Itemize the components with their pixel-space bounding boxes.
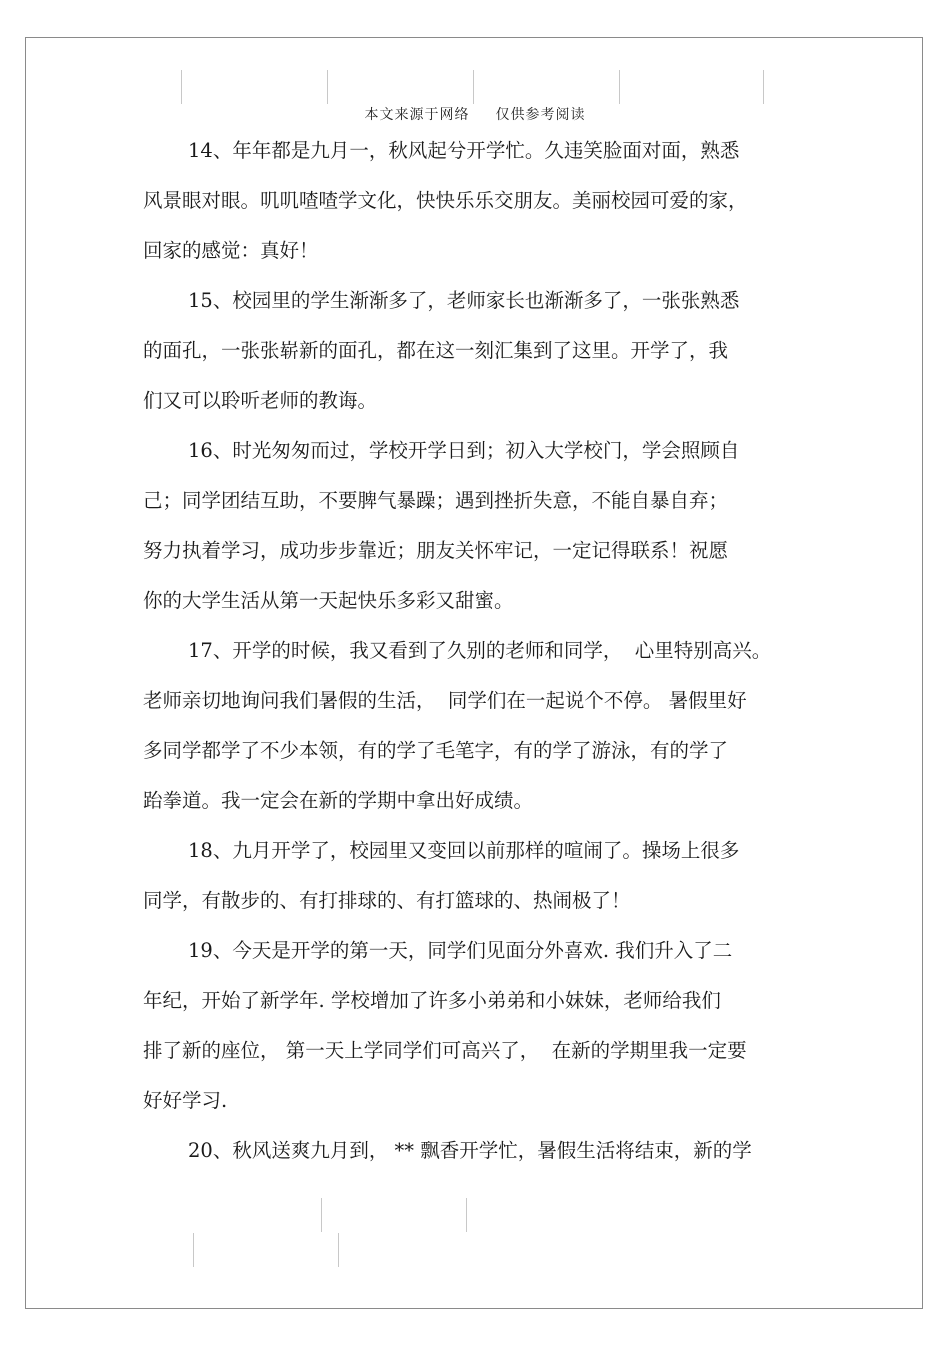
paragraph-16-line-2: 己；同学团结互助，不要脾气暴躁；遇到挫折失意，不能自暴自弃； [143, 489, 729, 512]
source-note: 本文来源于网络 [364, 107, 470, 123]
paragraph-17-line-2: 老师亲切地询问我们暑假的生活， 同学们在一起说个不停。 暑假里好 [143, 689, 747, 712]
paragraph-19-line-3: 排了新的座位， 第一天上学同学们可高兴了， 在新的学期里我一定要 [143, 1039, 747, 1062]
paragraph-15-line-2: 的面孔，一张张崭新的面孔，都在这一刻汇集到了这里。开学了，我 [143, 339, 729, 362]
paragraph-15-line-3: 们又可以聆听老师的教诲。 [143, 389, 378, 412]
paragraph-16-line-4: 你的大学生活从第一天起快乐多彩又甜蜜。 [143, 589, 514, 612]
paragraph-19-line-4: 好好学习. [143, 1089, 228, 1112]
bottom-tick-mark [193, 1233, 194, 1267]
paragraph-17-line-3: 多同学都学了不少本领，有的学了毛笔字，有的学了游泳，有的学了 [143, 739, 729, 762]
paragraph-18-line-2: 同学，有散步的、有打排球的、有打篮球的、热闹极了！ [143, 889, 631, 912]
paragraph-14-line-2: 风景眼对眼。叽叽喳喳学文化，快快乐乐交朋友。美丽校园可爱的家， [143, 189, 748, 212]
top-tick-mark [473, 70, 474, 104]
top-tick-mark [619, 70, 620, 104]
reference-note: 仅供参考阅读 [495, 107, 586, 123]
paragraph-14-line-3: 回家的感觉：真好！ [143, 239, 319, 262]
page-border [25, 37, 923, 1309]
paragraph-18-line-1: 18、九月开学了，校园里又变回以前那样的喧闹了。操场上很多 [188, 839, 740, 862]
paragraph-19-line-1: 19、今天是开学的第一天，同学们见面分外喜欢. 我们升入了二 [188, 939, 733, 962]
paragraph-19-line-2: 年纪，开始了新学年. 学校增加了许多小弟弟和小妹妹，老师给我们 [143, 989, 721, 1012]
bottom-tick-mark [321, 1198, 322, 1232]
paragraph-16-line-3: 努力执着学习，成功步步靠近；朋友关怀牢记，一定记得联系！祝愿 [143, 539, 729, 562]
paragraph-20-line-1: 20、秋风送爽九月到， ** 飘香开学忙，暑假生活将结束，新的学 [188, 1139, 752, 1162]
bottom-tick-mark [338, 1233, 339, 1267]
paragraph-17-line-1: 17、开学的时候，我又看到了久别的老师和同学， 心里特别高兴。 [188, 639, 772, 662]
paragraph-16-line-1: 16、时光匆匆而过，学校开学日到；初入大学校门，学会照顾自 [188, 439, 740, 462]
paragraph-17-line-4: 跆拳道。我一定会在新的学期中拿出好成绩。 [143, 789, 534, 812]
bottom-tick-mark [466, 1198, 467, 1232]
header-note [0, 104, 950, 124]
top-tick-mark [181, 70, 182, 104]
top-tick-mark [763, 70, 764, 104]
paragraph-14-line-1: 14、年年都是九月一，秋风起兮开学忙。久违笑脸面对面，熟悉 [188, 139, 740, 162]
paragraph-15-line-1: 15、校园里的学生渐渐多了，老师家长也渐渐多了，一张张熟悉 [188, 289, 740, 312]
top-tick-mark [327, 70, 328, 104]
